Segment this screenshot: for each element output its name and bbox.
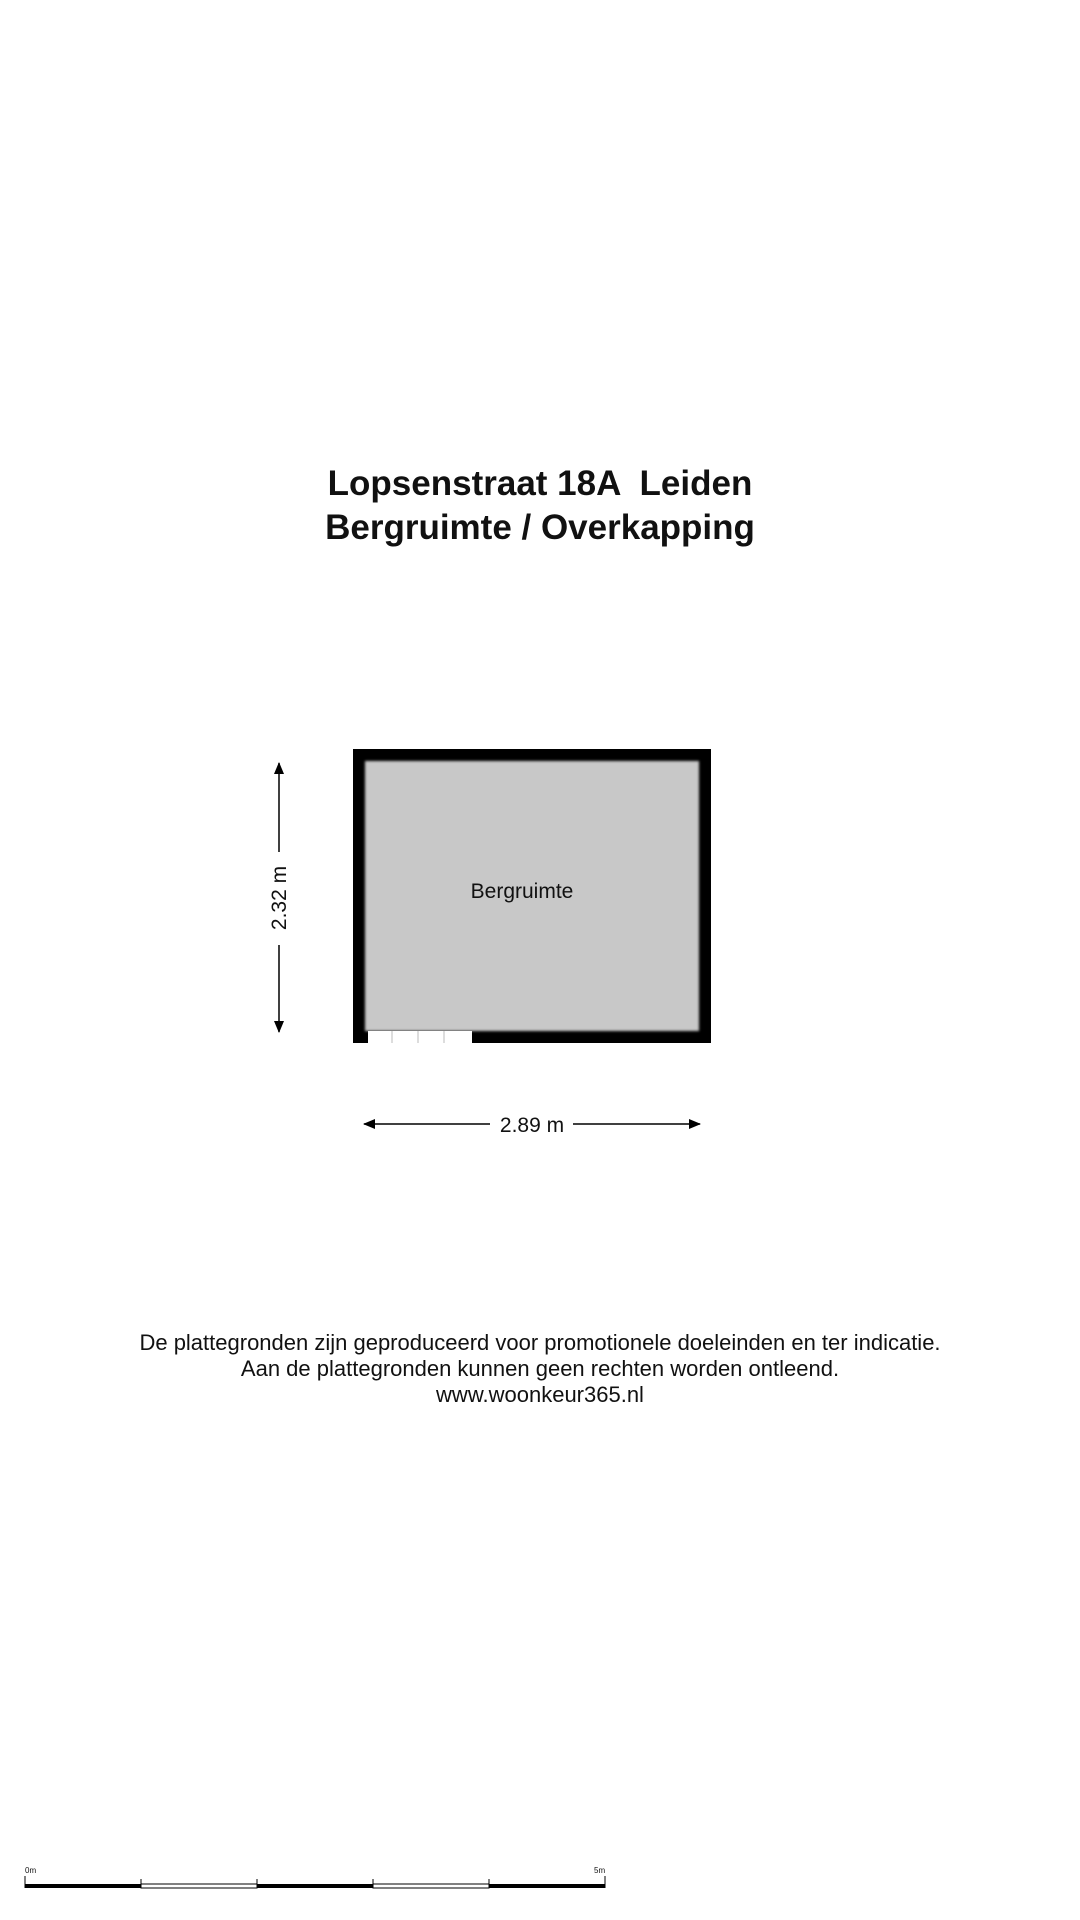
address-title: Lopsenstraat 18A Leiden	[327, 464, 753, 503]
width-dimension	[364, 1114, 700, 1137]
scale-bar	[25, 1866, 605, 1888]
room-bergruimte	[353, 749, 711, 1043]
depth-label: 2.32 m	[268, 865, 291, 931]
disclaimer	[0, 1330, 1080, 1408]
depth-dimension	[268, 763, 291, 1032]
scale-bar-end-label: 5m	[594, 1866, 606, 1875]
room-label: Bergruimte	[470, 880, 574, 903]
disclaimer-line-1: De plattegronden zijn geproduceerd voor promotionele doeleinden en ter indicatie.	[139, 1330, 941, 1355]
width-label: 2.89 m	[499, 1114, 565, 1137]
floor-title: Bergruimte / Overkapping	[325, 508, 755, 547]
door-opening	[368, 1031, 472, 1043]
scale-bar-start-label: 0m	[25, 1866, 37, 1875]
disclaimer-line-2: Aan de plattegronden kunnen geen rechten worden ontleend.	[240, 1356, 840, 1381]
website-link: www.woonkeur365.nl	[436, 1382, 644, 1407]
